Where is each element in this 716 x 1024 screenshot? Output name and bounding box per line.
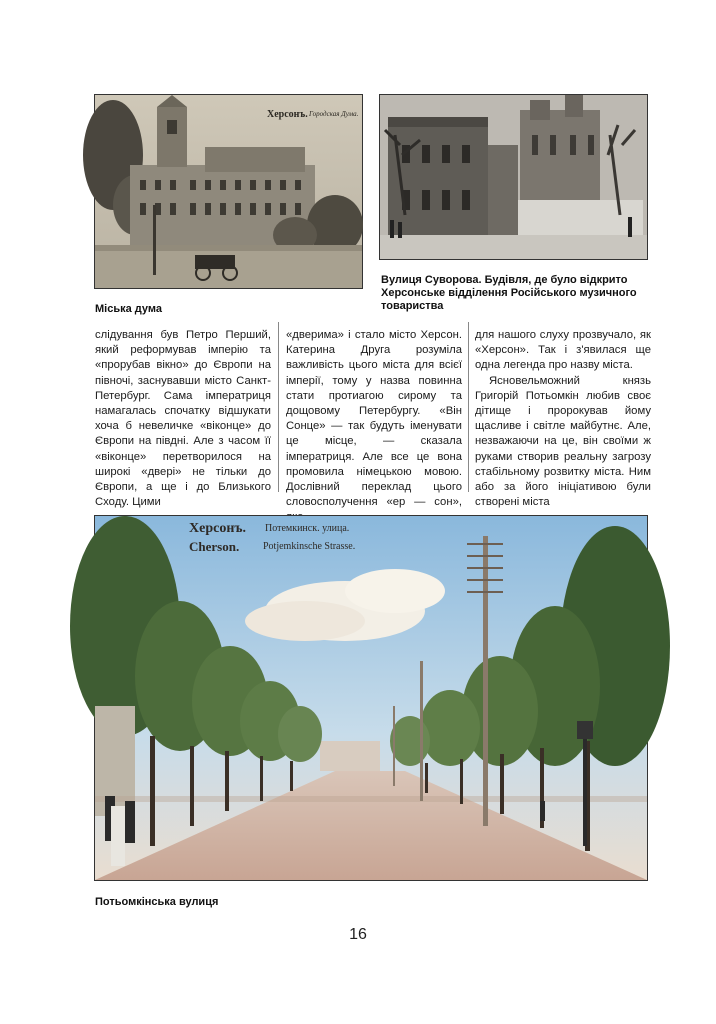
paragraph: «дверима» і стало місто Херсон. Катерина Друга розуміла важливість цього міста для всієї імперії, тому у назва повинна стати протиагою сирому та дощовому Петербургу. «Він Сонце» — так будуть іменувати це місце, — сказала імператриця. Але все це вона промовила німецькою мовою. Дослівний переклад цього словосполучення «ер — сон», bbox=[286, 329, 462, 509]
photo-potemkin-street bbox=[94, 515, 648, 881]
photo-suvorova-street bbox=[379, 94, 648, 260]
photo-city-duma bbox=[94, 94, 363, 289]
page-number: 16 bbox=[349, 926, 367, 943]
photo-title-de: Cherson. bbox=[189, 539, 240, 554]
photo-title-ru: Херсонъ. bbox=[189, 521, 247, 536]
caption-line-1: Вулиця Суворова. Будівля, де було відкрито bbox=[381, 274, 628, 286]
text-column-2 bbox=[286, 328, 462, 509]
paragraph: для нашого слуху прозвучало, як «Херсон». Так і з'явилася ще одна легенда про назву міста. bbox=[475, 329, 651, 372]
column-divider bbox=[278, 322, 279, 492]
caption-line-2: Херсонське відділення Російського музичного bbox=[381, 287, 637, 299]
text-column-3 bbox=[475, 328, 651, 509]
paragraph: слідування був Петро Перший, який реформував імперію та «прорубав вікно» до Європи на півночі, заснувавши місто Санкт-Петербург. Сама імператриця намагалась спочатку відшукати хоча б невеличке «віконце» до Європи на півдні. Але з часом її «віконце» перетворилося на широкі «двері» не тільки до Європи, а ще і до Близького Сходу. Цими bbox=[95, 329, 271, 509]
paragraph: Ясновельможний князь Григорій Потьомкін любив своє дітище і пророкував йому щасливе і світле майбутнє. Але, незважаючи на це, він своїми ж руками створив реальну загрозу стабільному розвитку міста. Ним або за його ініціативою були створені міста bbox=[475, 374, 651, 509]
caption-potemkin-street: Потьомкінська вулиця bbox=[95, 896, 219, 908]
caption-suvorova-street bbox=[381, 274, 637, 313]
caption-city-duma: Міська дума bbox=[95, 303, 162, 315]
photo-subtitle-de: Potjemkinsche Strasse. bbox=[263, 541, 356, 552]
photo-subtitle: Городская Дума. bbox=[309, 110, 359, 118]
column-divider bbox=[468, 322, 469, 492]
text-column-1 bbox=[95, 328, 271, 509]
caption-line-3: товариства bbox=[381, 300, 444, 312]
photo-subtitle-ru: Потемкинск. улица. bbox=[265, 523, 350, 534]
photo-title: Херсонъ. bbox=[267, 109, 308, 120]
